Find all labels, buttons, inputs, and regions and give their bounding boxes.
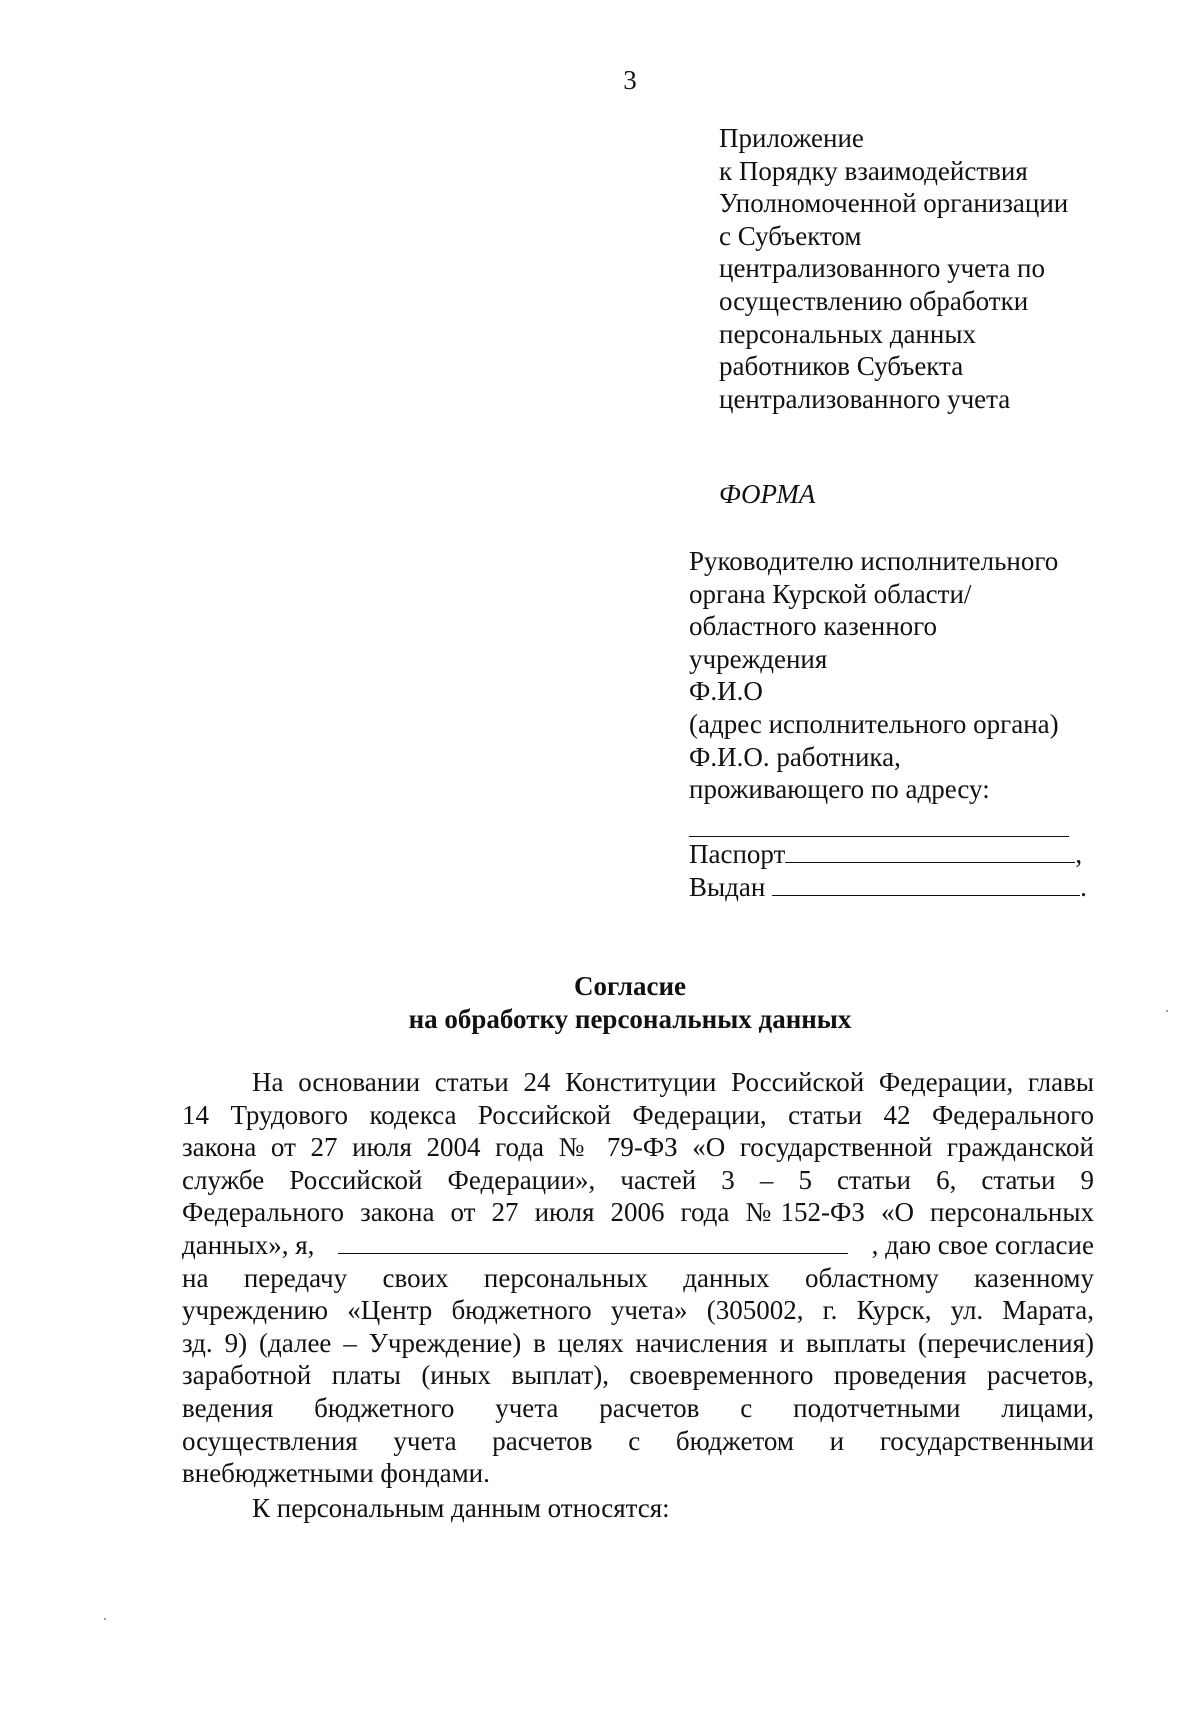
body-line: 14 Трудового кодекса Российской Федерации, статьи 42 Федерального — [182, 1099, 1094, 1130]
addressee-line: Ф.И.О. работника, — [689, 741, 901, 772]
appendix-line: Уполномоченной организации — [719, 188, 1069, 219]
page-number: 3 — [623, 65, 637, 95]
body-line: заработной платы (иных выплат), своевременного проведения расчетов, — [182, 1360, 1094, 1391]
consent-title — [0, 970, 1200, 1036]
issued-row — [689, 871, 1129, 904]
passport-label: Паспорт — [689, 839, 786, 870]
consent-title-line1: Согласие — [573, 971, 687, 1001]
body-line: внебюджетными фондами. — [182, 1458, 490, 1489]
issued-label: Выдан — [689, 871, 766, 902]
appendix-line: Приложение — [719, 123, 864, 153]
body-line: осуществления учета расчетов с бюджетом и государственными — [182, 1425, 1094, 1456]
address-blank-field[interactable] — [689, 814, 1069, 837]
addressee-line: Ф.И.О — [689, 676, 763, 707]
addressee-line: учреждения — [689, 643, 828, 674]
addressee-line: проживающего по адресу: — [689, 774, 990, 805]
issued-end: . — [1080, 871, 1087, 902]
body-line: на передачу своих персональных данных областному казенному — [182, 1262, 1094, 1293]
body-line-end: , даю свое согласие — [871, 1229, 1094, 1260]
addressee-line: Руководителю исполнительного — [689, 546, 1059, 576]
body-line: закона от 27 июля 2004 года № 79-ФЗ «О государственной гражданской — [182, 1132, 1094, 1163]
appendix-line: персональных данных — [719, 318, 976, 349]
scan-speck — [104, 1618, 106, 1620]
body-line: ведения бюджетного учета расчетов с подотчетными лицами, — [182, 1392, 1094, 1423]
body-line: зд. 9) (далее – Учреждение) в целях начисления и выплаты (перечисления) — [182, 1327, 1094, 1358]
personal-data-intro: К персональным данным относятся: — [252, 1492, 670, 1523]
passport-end: , — [1075, 839, 1083, 870]
appendix-line: централизованного учета — [719, 383, 1011, 414]
appendix-header — [719, 122, 1159, 415]
addressee-line: областного казенного — [689, 611, 938, 642]
addressee-line: органа Курской области/ — [689, 578, 972, 609]
address-blank-row — [689, 806, 1129, 839]
form-label: ФОРМА — [719, 479, 816, 509]
body-line: На основании статьи 24 Конституции Российской Федерации, главы — [252, 1067, 1094, 1097]
body-line-start: данных», я, — [182, 1229, 315, 1260]
body-line: Федерального закона от 27 июля 2006 года №152-ФЗ «О персональных — [182, 1197, 1094, 1228]
appendix-line: централизованного учета по — [719, 253, 1045, 284]
consent-body — [182, 1066, 1094, 1524]
body-line-name-blank — [182, 1229, 1094, 1262]
passport-row — [689, 838, 1129, 871]
appendix-line: с Субъектом — [719, 220, 862, 251]
employee-name-blank-field[interactable] — [338, 1231, 848, 1254]
appendix-line: работников Субъекта — [719, 351, 964, 382]
scan-speck — [1166, 1010, 1168, 1012]
consent-title-line2: на обработку персональных данных — [408, 1004, 852, 1034]
appendix-line: к Порядку взаимодействия — [719, 155, 1028, 186]
issued-blank-field[interactable] — [772, 873, 1080, 896]
addressee-line: (адрес исполнительного органа) — [689, 708, 1059, 739]
body-line: учреждению «Центр бюджетного учета» (305002, г. Курск, ул. Марата, — [182, 1295, 1094, 1326]
appendix-line: осуществлению обработки — [719, 285, 1029, 316]
body-line: службе Российской Федерации», частей 3 – 5 статьи 6, статьи 9 — [182, 1164, 1094, 1195]
passport-blank-field[interactable] — [785, 840, 1075, 863]
addressee-block — [689, 545, 1129, 904]
